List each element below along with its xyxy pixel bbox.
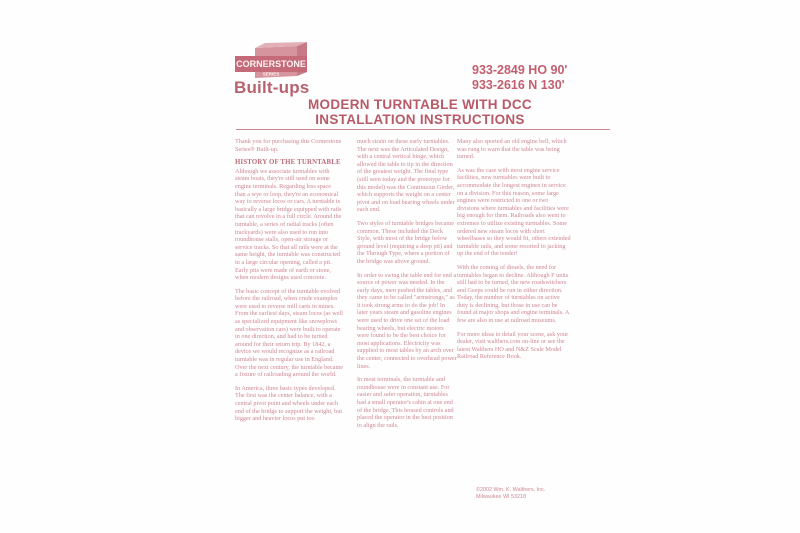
copyright-address: Milwaukee WI 53218: [476, 493, 527, 500]
section-heading: HISTORY OF THE TURNTABLE: [235, 159, 341, 167]
paragraph: For more ideas to detail your scene, ask your dealer, visit walthers.com on-line or see the latest Walthers HO and N&Z Scale Model Railroad Reference Book.: [457, 330, 569, 361]
document-subtitle: INSTALLATION INSTRUCTIONS: [315, 112, 525, 127]
product-line: Built-ups: [234, 78, 310, 97]
copyright: [476, 487, 545, 500]
paragraph: much strain on these early turntables. The next was the Articulated Design, with a central vertical hinge, which allowed the table to tip in the direction of the greatest weight. The final type (still seen today and the prototype for this model) was the Continuous Girder, which supports the weight on a center pivot and on load bearing wheels under each end.: [357, 138, 455, 214]
paragraph: Thank you for purchasing this Cornerstone Series® Built-up.: [235, 138, 342, 153]
part-number-ho: 933-2849 HO 90': [472, 63, 568, 77]
part-number-n: 933-2616 N 130': [472, 78, 565, 92]
paragraph: In America, three basic types developed. The first was the center balance, with a central pivot point and wheels under each end of the bridge to support the weight, but bigger and heavier locos put too: [235, 384, 343, 423]
copyright-line: ©2002 Wm. K. Walthers, Inc.: [476, 487, 546, 493]
paragraph: Although we associate turntables with steam boats, they're still used on some engine terminals. Regarding less space than a wye or loop, they're an economical way to reverse locos or cars. A turntable is basically a large bridge equipped with rails that can revolve in a full circle. Around the turntable, a series of radial tracks (often trackyards) were also used to run into roundhouse stalls, open-air storage or service tracks. So that all rails were at the same height, the turntable was constructed in a large circular opening, called a pit. Early pits were made of earth or stone, when modern designs used concrete.: [235, 167, 342, 282]
text-column-3: [457, 138, 571, 367]
title-rule: [236, 129, 610, 130]
document-title: MODERN TURNTABLE WITH DCC: [308, 97, 532, 112]
paragraph: As was the case with most engine service facilities, new turntables were built to accommodate the longest engines in service on a division. For this reason, some large engines were restricted to one or two divisions where turntables and facilities were big enough for them. Railroads also went to extremes to utilize existing turntables. Some ordered new steam locos with short wheelbases so they would fit, others extended turntable rails, and some resorted to jacking up the end of the tender!: [457, 166, 571, 258]
paragraph: With the coming of diesels, the need for turntables began to decline. Although F units still had to be turned, the new roadswitchers and Geeps could be run in either direction. Today, the number of turntables on active duty is declining, but those in use can be found at major shops and engine terminals. A few are also in use at railroad museums.: [457, 263, 570, 325]
paragraph: In most terminals, the turntable and roundhouse were in constant use. For easier and safer operation, turntables had a small operator's cabin at one end of the bridge. This housed controls and placed the operator in the best position to align the rails.: [357, 376, 454, 429]
paragraph: Two styles of turntable bridges became common. These included the Deck Style, with most of the bridge below ground level (requiring a deep pit) and the Through Type, where a portion of the bridge was above ground.: [357, 219, 454, 265]
paragraph: Many also sported an old engine bell, which was rung to warn that the table was being turned.: [457, 138, 567, 161]
text-column-2: [357, 138, 457, 435]
paragraph: The basic concept of the turntable evolved before the railroad, when crude examples were used to reverse mill carts in mines. From the earliest days, steam locos (as well as specialized equipment like snowplows and observation cars) were built to operate in one direction, and had to be turned around for their return trip. By 1842, a device we would recognize as a railroad turntable was in regular use in England. Over the next century, the turntable became a fixture of railroading around the world.: [235, 287, 344, 379]
logo-series: SERIES: [262, 71, 280, 77]
logo-wordmark: CORNERSTONE: [236, 59, 306, 69]
text-column-1: [235, 138, 343, 429]
paragraph: In order to swing the table end for end a source of power was needed. In the early days, men pushed the tables, and they came to be called "armstrongs," as it took strong arms to do the job! In later years steam and gasoline engines were used to drive one set of the load bearing wheels, but electric motors were found to be the best choice for most applications. Electricity was supplied to most tables by an arch over the center, connected to overhead power lines.: [357, 271, 457, 370]
